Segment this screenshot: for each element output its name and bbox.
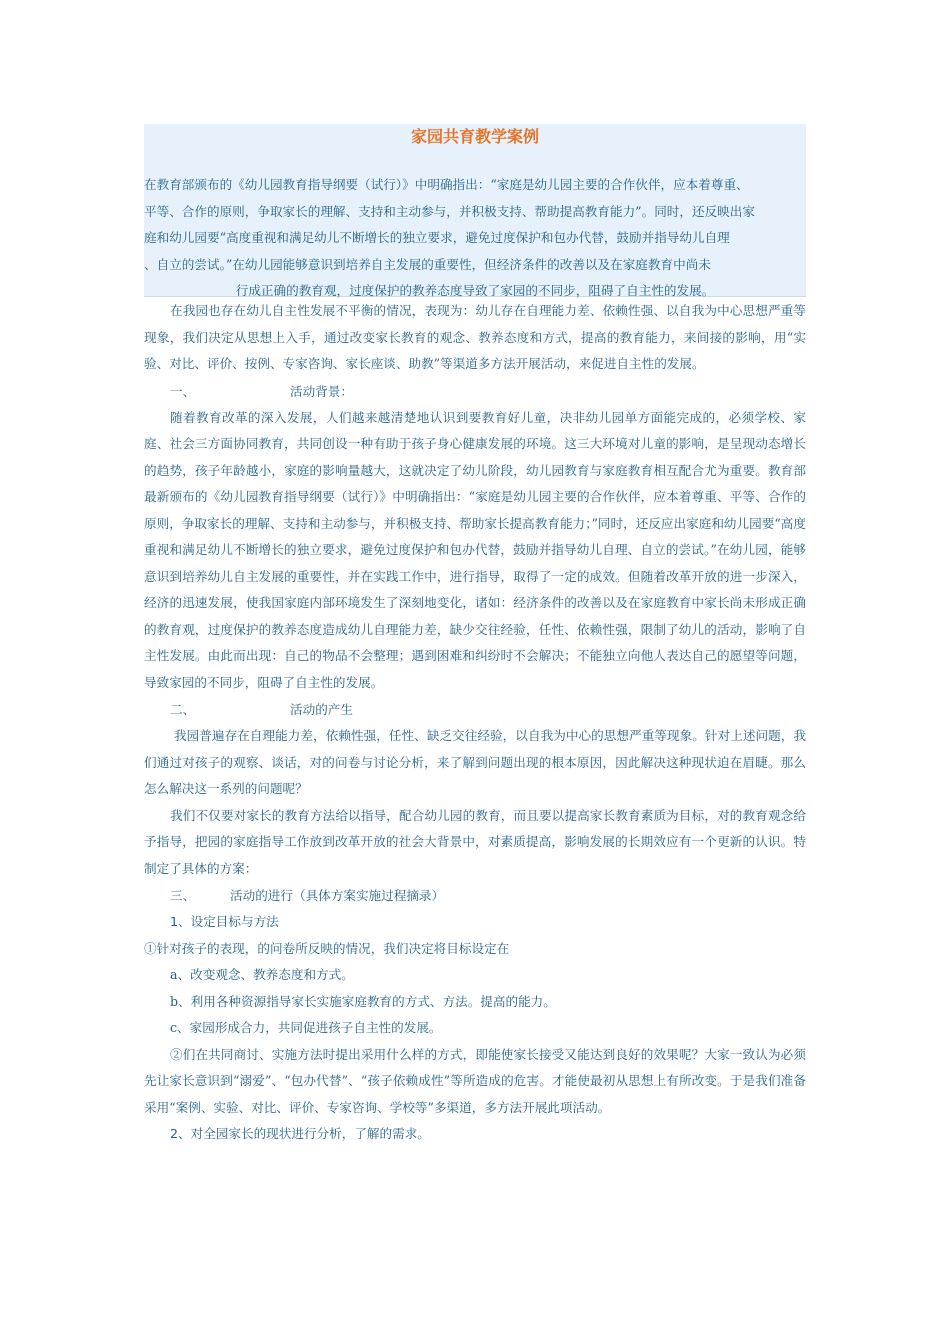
section-title: 活动背景： <box>290 383 353 399</box>
list-item-c: c、家园形成合力，共同促进孩子自主性的发展。 <box>170 1020 442 1035</box>
section-heading-3 <box>144 882 806 909</box>
intro-line: 、自立的尝试。”在幼儿园能够意识到培养自主发展的重要性，但经济条件的改善以及在家庭教育中尚未 <box>144 256 711 272</box>
paragraph-1: 在我园也存在幼儿自主性发展不平衡的情况，表现为：幼儿存在自理能力差、依赖性强、以自我为中心思想严重等现象，我们决定从思想上入手，通过改变家长教育的观念、教养态度和方式，提高的教育能力，来间接的影响，用“实验、对比、评价、按例、专家咨询、家长座谈、助教”等渠道多方法开展活动，来促进自主性的发展。 <box>144 303 806 371</box>
paragraph-4: 我们不仅要对家长的教育方法给以指导，配合幼儿园的教育，而且要以提高家长教育素质为目标，对的教育观念给予指导，把园的家庭指导工作放到改革开放的社会大背景中，对素质提高，影响发展的长期效应有一个更新的认识。特制定了具体的方案： <box>144 807 806 876</box>
section-heading-2 <box>144 696 806 723</box>
subsection-1b: ②们在共同商讨、实施方法时提出采用什么样的方式，即能使家长接受又能达到良好的效果呢？大家一致认为必须先让家长意识到“溺爱”、“包办代替”、“孩子依赖成性”等所造成的危害。才能使最初从思想上有所改变。于是我们准备采用“案例、实验、对比、评价、专家咨询、学校等”多渠道，多方法开展此项活动。 <box>144 1046 806 1115</box>
section-title: 活动的进行（具体方案实施过程摘录） <box>230 888 445 903</box>
list-item-b: b、利用各种资源指导家长实施家庭教育的方式、方法。提高的能力。 <box>170 993 556 1009</box>
section-number: 三、 <box>170 888 196 903</box>
subsection-1: 1、设定目标与方法 <box>170 914 279 929</box>
list-item-a: a、改变观念、教养态度和方式。 <box>170 967 354 982</box>
page-title: 家园共育教学案例 <box>410 127 539 146</box>
intro-paragraph <box>144 172 806 305</box>
subsection-1a: ①针对孩子的表现，的问卷所反映的情况，我们决定将目标设定在 <box>144 940 510 956</box>
intro-line: 平等、合作的原则，争取家长的理解、支持和主动参与，并积极支持、帮助提高教育能力”。同时，还反映出家 <box>144 203 755 219</box>
paragraph-3: 我园普遍存在自理能力差，依赖性强，任性、缺乏交往经验，以自我为中心的思想严重等现象。针对上述问题，我们通过对孩子的观察、谈话，对的问卷与讨论分析，来了解到问题出现的根本原因，因此解决这种现状迫在眉睫。那么怎么解决这一系列的问题呢？ <box>144 728 806 796</box>
section-heading-1 <box>144 378 806 405</box>
section-title: 活动的产生 <box>290 702 353 717</box>
intro-line: 庭和幼儿园要“高度重视和满足幼儿不断增长的独立要求，避免过度保护和包办代替，鼓励并指导幼儿自理 <box>144 230 730 245</box>
document-body <box>144 298 806 1148</box>
intro-line: 在教育部颁布的《幼儿园教育指导纲要（试行）》中明确指出：“家庭是幼儿园主要的合作伙伴，应本着尊重、 <box>144 177 749 192</box>
paragraph-2: 随着教育改革的深入发展，人们越来越清楚地认识到要教育好儿童，决非幼儿园单方面能完成的，必须学校、家庭、社会三方面协同教育，共同创设一种有助于孩子身心健康发展的环境。这三大环境对儿童的影响，是呈现动态增长的趋势，孩子年龄越小，家庭的影响量越大，这就决定了幼儿阶段，幼儿园教育与家庭教育相互配合尤为重要。教育部最新颁布的《幼儿园教育指导纲要（试行）》中明确指出：“家庭是幼儿园主要的合作伙伴，应本着尊重、平等、合作的原则，争取家长的理解、支持和主动参与，并积极支持、帮助家长提高教育能力；”同时，还反应出家庭和幼儿园要“高度重视和满足幼儿不断增长的独立要求，避免过度保护和包办代替，鼓励并指导幼儿自理、自立的尝试。”在幼儿园，能够意识到培养幼儿自主发展的重要性，并在实践工作中，进行指导，取得了一定的成效。但随着改革开放的进一步深入，经济的迅速发展，使我国家庭内部环境发生了深刻地变化，诸如：经济条件的改善以及在家庭教育中家长尚未形成正确的教育观，过度保护的教养态度造成幼儿自理能力差，缺少交往经验，任性、依赖性强，限制了幼儿的活动，影响了自主性发展。由此而出现：自己的物品不会整理；遇到困难和纠纷时不会解决；不能独立向他人表达自己的愿望等问题，导致家园的不同步，阻碍了自主性的发展。 <box>144 409 806 690</box>
intro-last-line: 行成正确的教育观，过度保护的教养态度导致了家园的不同步，阻碍了自主性的发展。 <box>235 283 715 298</box>
subsection-2: 2、对全园家长的现状进行分析，了解的需求。 <box>170 1126 430 1141</box>
section-number: 二、 <box>170 702 196 717</box>
section-number: 一、 <box>170 383 196 399</box>
